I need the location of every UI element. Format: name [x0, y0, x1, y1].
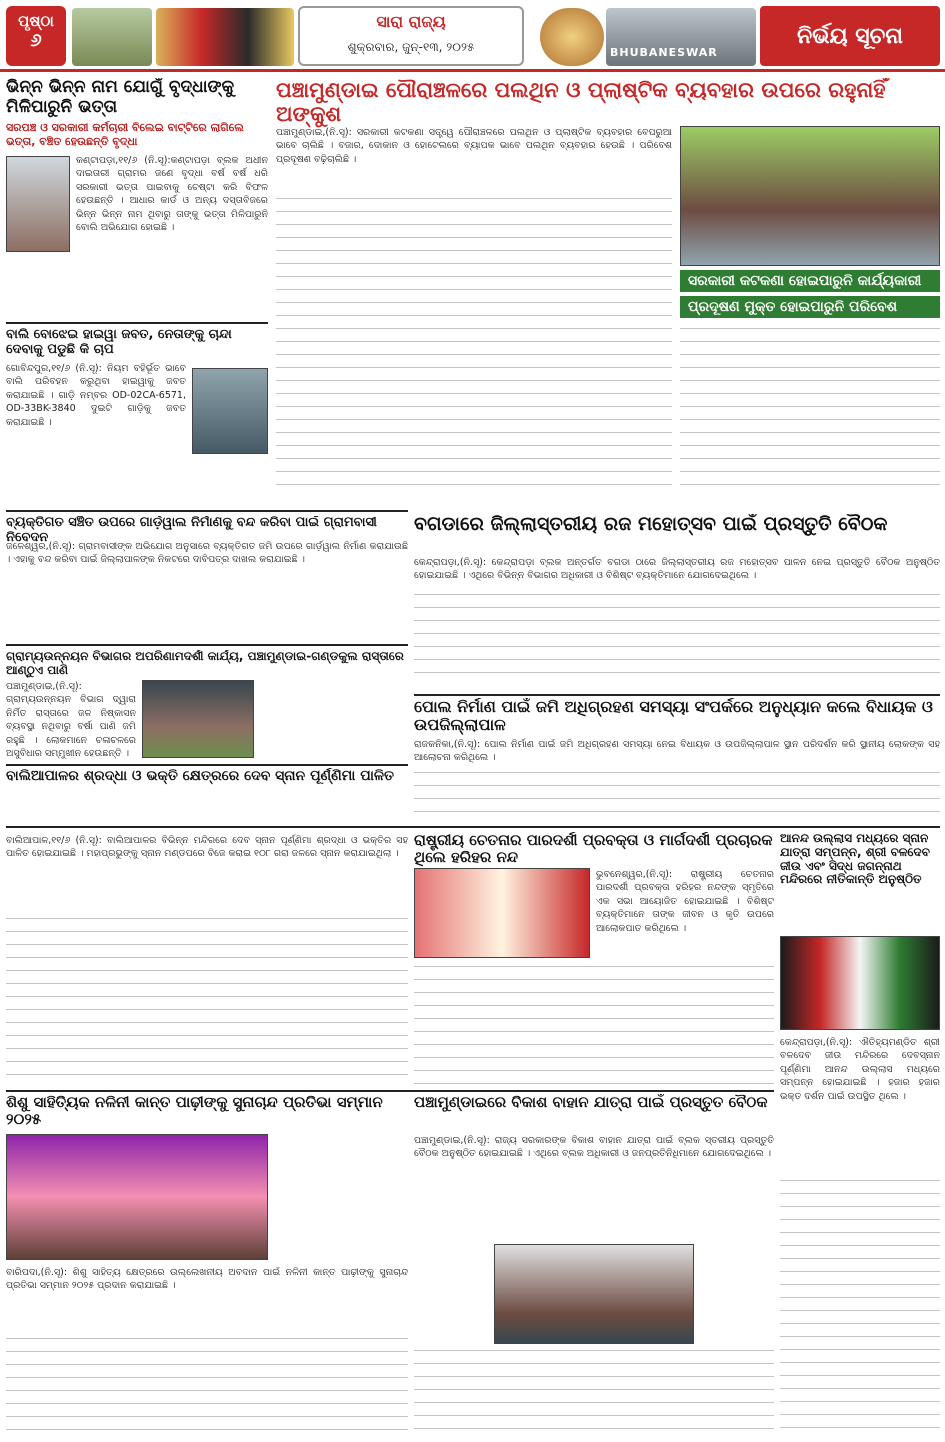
- article-6-body: ରାଜକନିକା,(ନି.ସୂ): ପୋଲ ନିର୍ମାଣ ପାଇଁ ଜମି ଅଧିଗ୍ରହଣ ସମସ୍ୟା ନେଇ ବିଧାୟକ ଓ ଉପଜିଲ୍ଲାପାଳ ସ୍ଥାନ ପରିଦର୍ଶନ କରି ସ୍ଥାନୀୟ ଲୋକଙ୍କ ସହ ଆଲୋଚନା କରିଥିଲେ ।: [414, 739, 940, 764]
- plastic-waste-photo: [680, 126, 940, 266]
- article-6-headline: ପୋଲ ନିର୍ମାଣ ପାଇଁ ଜମି ଅଧିଗ୍ରହଣ ସମସ୍ୟା ସଂପର୍କରେ ଅନୁଧ୍ୟାନ କଲେ ବିଧାୟକ ଓ ଉପଜିଲ୍ଲାପାଳ: [414, 698, 933, 735]
- article-9-body: କେନ୍ଦ୍ରାପଡ଼ା,(ନି.ସୂ): ଐତିହ୍ୟମଣ୍ଡିତ ଶ୍ରୀ ବଳଦେବ ଜୀଉ ମନ୍ଦିରରେ ଦେବସ୍ନାନ ପୂର୍ଣ୍ଣିମା ଆନନ୍ଦ ଉଲ୍ଲାସ ମଧ୍ୟରେ ସମ୍ପନ୍ନ ହୋଇଯାଇଛି । ହଜାର ହଜାର ଭକ୍ତ ଦର୍ଶନ ପାଇଁ ଉପସ୍ଥିତ ଥିଲେ ।: [780, 1037, 940, 1102]
- article-8-body: ଭୁବନେଶ୍ୱର,(ନି.ସୂ): ରାଷ୍ଟ୍ରୀୟ ଚେତନାର ପାରଦର୍ଶୀ ପ୍ରବକ୍ତା ହରିହର ନନ୍ଦଙ୍କ ସ୍ମୃତିରେ ଏକ ସଭା ଆୟୋଜିତ ହୋଇଯାଇଛି । ବିଶିଷ୍ଟ ବ୍ୟକ୍ତିମାନେ ତାଙ୍କ ଜୀବନ ଓ କୃତି ଉପରେ ଆଲୋକପାତ କରିଥିଲେ ।: [596, 869, 774, 934]
- article-4: [6, 650, 408, 762]
- divider: [6, 644, 408, 646]
- article-9-lines: [780, 1180, 940, 1430]
- page-number: ୬: [30, 30, 42, 51]
- article-9-headline: ଆନନ୍ଦ ଉଲ୍ଲାସ ମଧ୍ୟରେ ସ୍ନାନ ଯାତ୍ରା ସମ୍ପନ୍ନ, ଶ୍ରୀ ବଳଦେବ ଜୀଉ ଏବଂ ସିଦ୍ଧ ଜଗନ୍ନାଥ ମନ୍ଦିରରେ ନୀତିକାନ୍ତି ଅନୁଷ୍ଠିତ: [780, 832, 930, 887]
- article-6-lines: [414, 772, 940, 822]
- award-ceremony-photo: [6, 1134, 268, 1260]
- masthead: [0, 0, 945, 72]
- article-3-body: ଜଳେଶ୍ୱର,(ନି.ସୂ): ଗ୍ରାମବାସୀଙ୍କ ଅଭିଯୋଗ ଅନୁସାରେ ବ୍ୟକ୍ତିଗତ ଜମି ଉପରେ ଗାର୍ଡ଼ୱାଲ ନିର୍ମାଣ କରାଯାଉଛି । ଏହାକୁ ବନ୍ଦ କରିବା ପାଇଁ ଜିଲ୍ଲାପାଳଙ୍କ ନିକଟରେ ଦାବିପତ୍ର ଦାଖଲ କରାଯାଇଛି ।: [6, 541, 408, 566]
- lead-caption-1: ସରକାରୀ କଟକଣା ହୋଇପାରୁନି କାର୍ଯ୍ୟକାରୀ: [680, 270, 940, 292]
- meeting-hall-photo: [494, 1244, 694, 1344]
- section-title: ସାରା ରାଜ୍ୟ: [376, 12, 446, 31]
- article-1-subhead: ସରପଞ୍ଚ ଓ ସରକାରୀ କର୍ମଚାରୀ ବିଲେଇ ବାଟ୍ଟିରେ ଲାଗିଲେ ଭତ୍ତା, ବଞ୍ଚିତ ହେଉଛନ୍ତି ବୃଦ୍ଧା: [6, 121, 244, 149]
- newspaper-name: ନିର୍ଭୟ ସୂଚନା: [760, 6, 940, 66]
- masthead-photo-deities: [156, 8, 294, 66]
- divider: [414, 694, 940, 696]
- article-2-body: ଗୋବିନ୍ଦପୁର,୧୧/୬ (ନି.ସୂ): ନିୟମ ବହିର୍ଭୂତ ଭାବେ ବାଲି ପରିବହନ କରୁଥିବା ହାଇୱାକୁ ଜବତ କରାଯାଇଛି । ଗାଡ଼ି ନମ୍ବର OD-02CA-6571, OD-33BK-3840 ଦୁଇଟି ଗାଡ଼ିକୁ ଜବତ କରାଯାଇଛି ।: [6, 363, 186, 428]
- divider: [6, 1090, 774, 1092]
- article-7-lines: [6, 918, 408, 1078]
- lead-body-lines-right: [680, 328, 940, 488]
- article-4-body-cont: [260, 680, 408, 760]
- article-6: [414, 698, 940, 824]
- issue-date: ଶୁକ୍ରବାର, ଜୁନ୍-୧୩, ୨୦୨୫: [347, 40, 475, 54]
- article-1: [6, 78, 268, 318]
- article-3-headline: ବ୍ୟକ୍ତିଗତ ସଞ୍ଚିତ ଉପରେ ଗାର୍ଡ଼ୱାଲ ନିର୍ମାଣକୁ ବନ୍ଦ କରିବା ପାଇଁ ଗ୍ରାମବାସୀ ନିବେଦନ: [6, 516, 377, 545]
- article-10-lines: [6, 1338, 408, 1434]
- article-4-body: ପଞ୍ଚାମୁଣ୍ଡାଇ,(ନି.ସୂ): ଗ୍ରାମ୍ୟଉନ୍ନୟନ ବିଭାଗ ଦ୍ୱାରା ନିର୍ମିତ ରାସ୍ତାରେ ଜଳ ନିଷ୍କାସନ ବ୍ୟବସ୍ଥା ନଥିବାରୁ ବର୍ଷା ପାଣି ଜମି ରହୁଛି । ଲୋକମାନେ ଚଳାଚଳରେ ଅସୁବିଧାର ସମ୍ମୁଖୀନ ହେଉଛନ୍ତି ।: [6, 681, 136, 760]
- article-8-headline: ରାଷ୍ଟ୍ରୀୟ ଚେତନାର ପାରଦର୍ଶୀ ପ୍ରବକ୍ତା ଓ ମାର୍ଗଦର୍ଶୀ ପ୍ରଚାରକ ଥିଲେ ହରିହର ନନ୍ଦ: [414, 832, 773, 867]
- lead-headline: ପଞ୍ଚାମୁଣ୍ଡାଇ ପୌରାଞ୍ଚଳରେ ପଲଥିନ ଓ ପ୍ଲାଷ୍ଟିକ ବ୍ୟବହାର ଉପରେ ରହୁନାହିଁ ଅଙ୍କୁଶ: [276, 78, 886, 127]
- article-10: [6, 1094, 408, 1438]
- lead-article: [276, 78, 940, 498]
- elderly-woman-photo: [6, 156, 70, 252]
- article-10-body: ବାରିପଦା,(ନି.ସୂ): ଶିଶୁ ସାହିତ୍ୟ କ୍ଷେତ୍ରରେ ଉଲ୍ଲେଖନୀୟ ଅବଦାନ ପାଇଁ ନଳିନୀ କାନ୍ତ ପାଢ଼ୀଙ୍କୁ ସୁନାଚାନ୍ଦ ପ୍ରତିଭା ସମ୍ମାନ ୨୦୨୫ ପ୍ରଦାନ କରାଯାଇଛି ।: [6, 1267, 408, 1292]
- page-label: ପୃଷ୍ଠା: [18, 12, 54, 30]
- article-11-lines: [414, 1350, 774, 1434]
- article-11: [414, 1094, 774, 1438]
- article-8: [414, 832, 774, 1088]
- page-number-badge: [6, 6, 66, 66]
- article-4-headline: ଗ୍ରାମ୍ୟଉନ୍ନୟନ ବିଭାଗର ଅପରିଣାମଦର୍ଶୀ କାର୍ଯ୍ୟ, ପଞ୍ଚାମୁଣ୍ଡାଇ-ଗଣ୍ଡକୁଲ ରାସ୍ତାରେ ଆଣ୍ଠୁଏ ପାଣି: [6, 650, 404, 677]
- article-11-headline: ପଞ୍ଚାମୁଣ୍ଡାଇରେ ବିକାଶ ବାହାନ ଯାତ୍ରା ପାଇଁ ପ୍ରସ୍ତୁତ ବୈଠକ: [414, 1094, 768, 1111]
- lead-body: ପଞ୍ଚାମୁଣ୍ଡାଇ,(ନି.ସୂ): ସରକାରୀ କଟକଣା ସତ୍ତ୍ୱେ ପୌରାଞ୍ଚଳରେ ପଲଥିନ ଓ ପ୍ଲାଷ୍ଟିକ ବ୍ୟବହାର ବେପରୁଆ ଭାବେ ଚାଲିଛି । ବଜାର, ଦୋକାନ ଓ ହୋଟେଲରେ ବ୍ୟାପକ ଭାବେ ପଲଥିନ ବ୍ୟବହାର ହେଉଛି । ପରିବେଶ ପ୍ରଦୂଷଣ ବଢ଼ିଚାଲିଛି ।: [276, 127, 672, 165]
- article-3: [6, 516, 408, 642]
- city-sign-text: BHUBANESWAR: [610, 46, 718, 59]
- waterlogged-road-photo: [142, 680, 254, 758]
- article-5-lines: [414, 594, 940, 684]
- article-2-headline: ବାଲି ବୋଝେଇ ହାଇୱା ଜବତ, ନେତାଙ୍କୁ ଚାନ୍ଦା ଦେବାକୁ ପଡୁଛି କି ଚାପ: [6, 328, 232, 357]
- article-5-body: କେନ୍ଦ୍ରାପଡ଼ା,(ନି.ସୂ): କେନ୍ଦ୍ରାପଡ଼ା ବ୍ଲକ ଅନ୍ତର୍ଗତ ବଗଡା ଠାରେ ଜିଲ୍ଲାସ୍ତରୀୟ ରଜ ମହୋତ୍ସବ ପାଳନ ନେଇ ପ୍ରସ୍ତୁତି ବୈଠକ ଅନୁଷ୍ଠିତ ହୋଇଯାଇଛି । ଏଥିରେ ବିଭିନ୍ନ ବିଭାଗର ଅଧିକାରୀ ଓ ବିଶିଷ୍ଟ ବ୍ୟକ୍ତିମାନେ ଯୋଗଦେଇଥିଲେ ।: [414, 557, 940, 582]
- lead-body-lines: [276, 198, 672, 488]
- article-7-body: ବାଲିଆପାଳ,୧୧/୬ (ନି.ସୂ): ବାଲିଆପାଳର ବିଭିନ୍ନ ମନ୍ଦିରରେ ଦେବ ସ୍ନାନ ପୂର୍ଣ୍ଣିମା ଶ୍ରଦ୍ଧା ଓ ଭକ୍ତିର ସହ ପାଳିତ ହୋଇଯାଇଛି । ମହାପ୍ରଭୁଙ୍କୁ ସ୍ନାନ ମଣ୍ଡପରେ ବିଜେ କରାଇ ୧୦୮ ଗରା ଜଳରେ ସ୍ନାନ କରାଯାଇଥିଲା ।: [6, 835, 408, 860]
- divider: [6, 510, 408, 512]
- article-5: [414, 514, 940, 692]
- masthead-center-box: [298, 6, 524, 66]
- article-1-headline: ଭିନ୍ନ ଭିନ୍ନ ନାମ ଯୋଗୁଁ ବୃଦ୍ଧାଙ୍କୁ ମିଳିପାରୁନି ଭତ୍ତା: [6, 78, 235, 117]
- meeting-stage-photo: [414, 868, 590, 958]
- masthead-photo-cattle: [72, 8, 152, 66]
- article-2: [6, 328, 268, 508]
- article-1-body: କଣ୍ଟାପଡ଼ା,୧୧/୬ (ନି.ସୂ):କଣ୍ଟାପଡ଼ା ବ୍ଲକ ଅଧୀନ ଦାଇତାରୀ ଗ୍ରାମର ଜଣେ ବୃଦ୍ଧା ବର୍ଷ ବର୍ଷ ଧରି ସରକାରୀ ଭତ୍ତା ପାଇବାକୁ ଚେଷ୍ଟା କରି ବିଫଳ ହେଉଛନ୍ତି । ଆଧାର କାର୍ଡ ଓ ଅନ୍ୟ ଦସ୍ତାବିଜରେ ଭିନ୍ନ ଭିନ୍ନ ନାମ ଥିବାରୁ ତାଙ୍କୁ ଭତ୍ତା ମିଳିପାରୁନି ବୋଲି ଅଭିଯୋଗ ହୋଇଛି ।: [76, 155, 268, 234]
- lead-caption-2: ପ୍ରଦୂଷଣ ମୁକ୍ତ ହୋଇପାରୁନି ପରିବେଶ: [680, 296, 940, 318]
- truck-photo: [192, 368, 268, 454]
- divider: [6, 764, 408, 766]
- article-10-headline: ଶିଶୁ ସାହିତ୍ୟିକ ନଳିନୀ କାନ୍ତ ପାଢ଼ୀଙ୍କୁ ସୁନାଚାନ୍ଦ ପ୍ରତିଭା ସମ୍ମାନ ୨୦୨୫: [6, 1094, 383, 1129]
- divider: [6, 322, 268, 324]
- deities-photo: [780, 936, 940, 1030]
- article-9: [780, 832, 940, 1436]
- article-7-headline: ବାଲିଆପାଳର ଶ୍ରଦ୍ଧା ଓ ଭକ୍ତି କ୍ଷେତ୍ରରେ ଦେବ ସ୍ନାନ ପୂର୍ଣ୍ଣିମା ପାଳିତ: [6, 768, 394, 784]
- article-11-body: ପଞ୍ଚାମୁଣ୍ଡାଇ,(ନି.ସୂ): ରାଜ୍ୟ ସରକାରଙ୍କ ବିକାଶ ବାହାନ ଯାତ୍ରା ପାଇଁ ବ୍ଲକ ସ୍ତରୀୟ ପ୍ରସ୍ତୁତି ବୈଠକ ଅନୁଷ୍ଠିତ ହୋଇଯାଇଛି । ଏଥିରେ ବ୍ଲକ ଅଧିକାରୀ ଓ ଜନପ୍ରତିନିଧିମାନେ ଯୋଗଦେଇଥିଲେ ।: [414, 1135, 774, 1160]
- article-5-headline: ବଗଡାରେ ଜିଲ୍ଲାସ୍ତରୀୟ ରଜ ମହୋତ୍ସବ ପାଇଁ ପ୍ରସ୍ତୁତି ବୈଠକ: [414, 514, 888, 535]
- article-7: [6, 768, 408, 1084]
- article-8-lines: [414, 966, 774, 1084]
- masthead-photo-food: [540, 8, 604, 66]
